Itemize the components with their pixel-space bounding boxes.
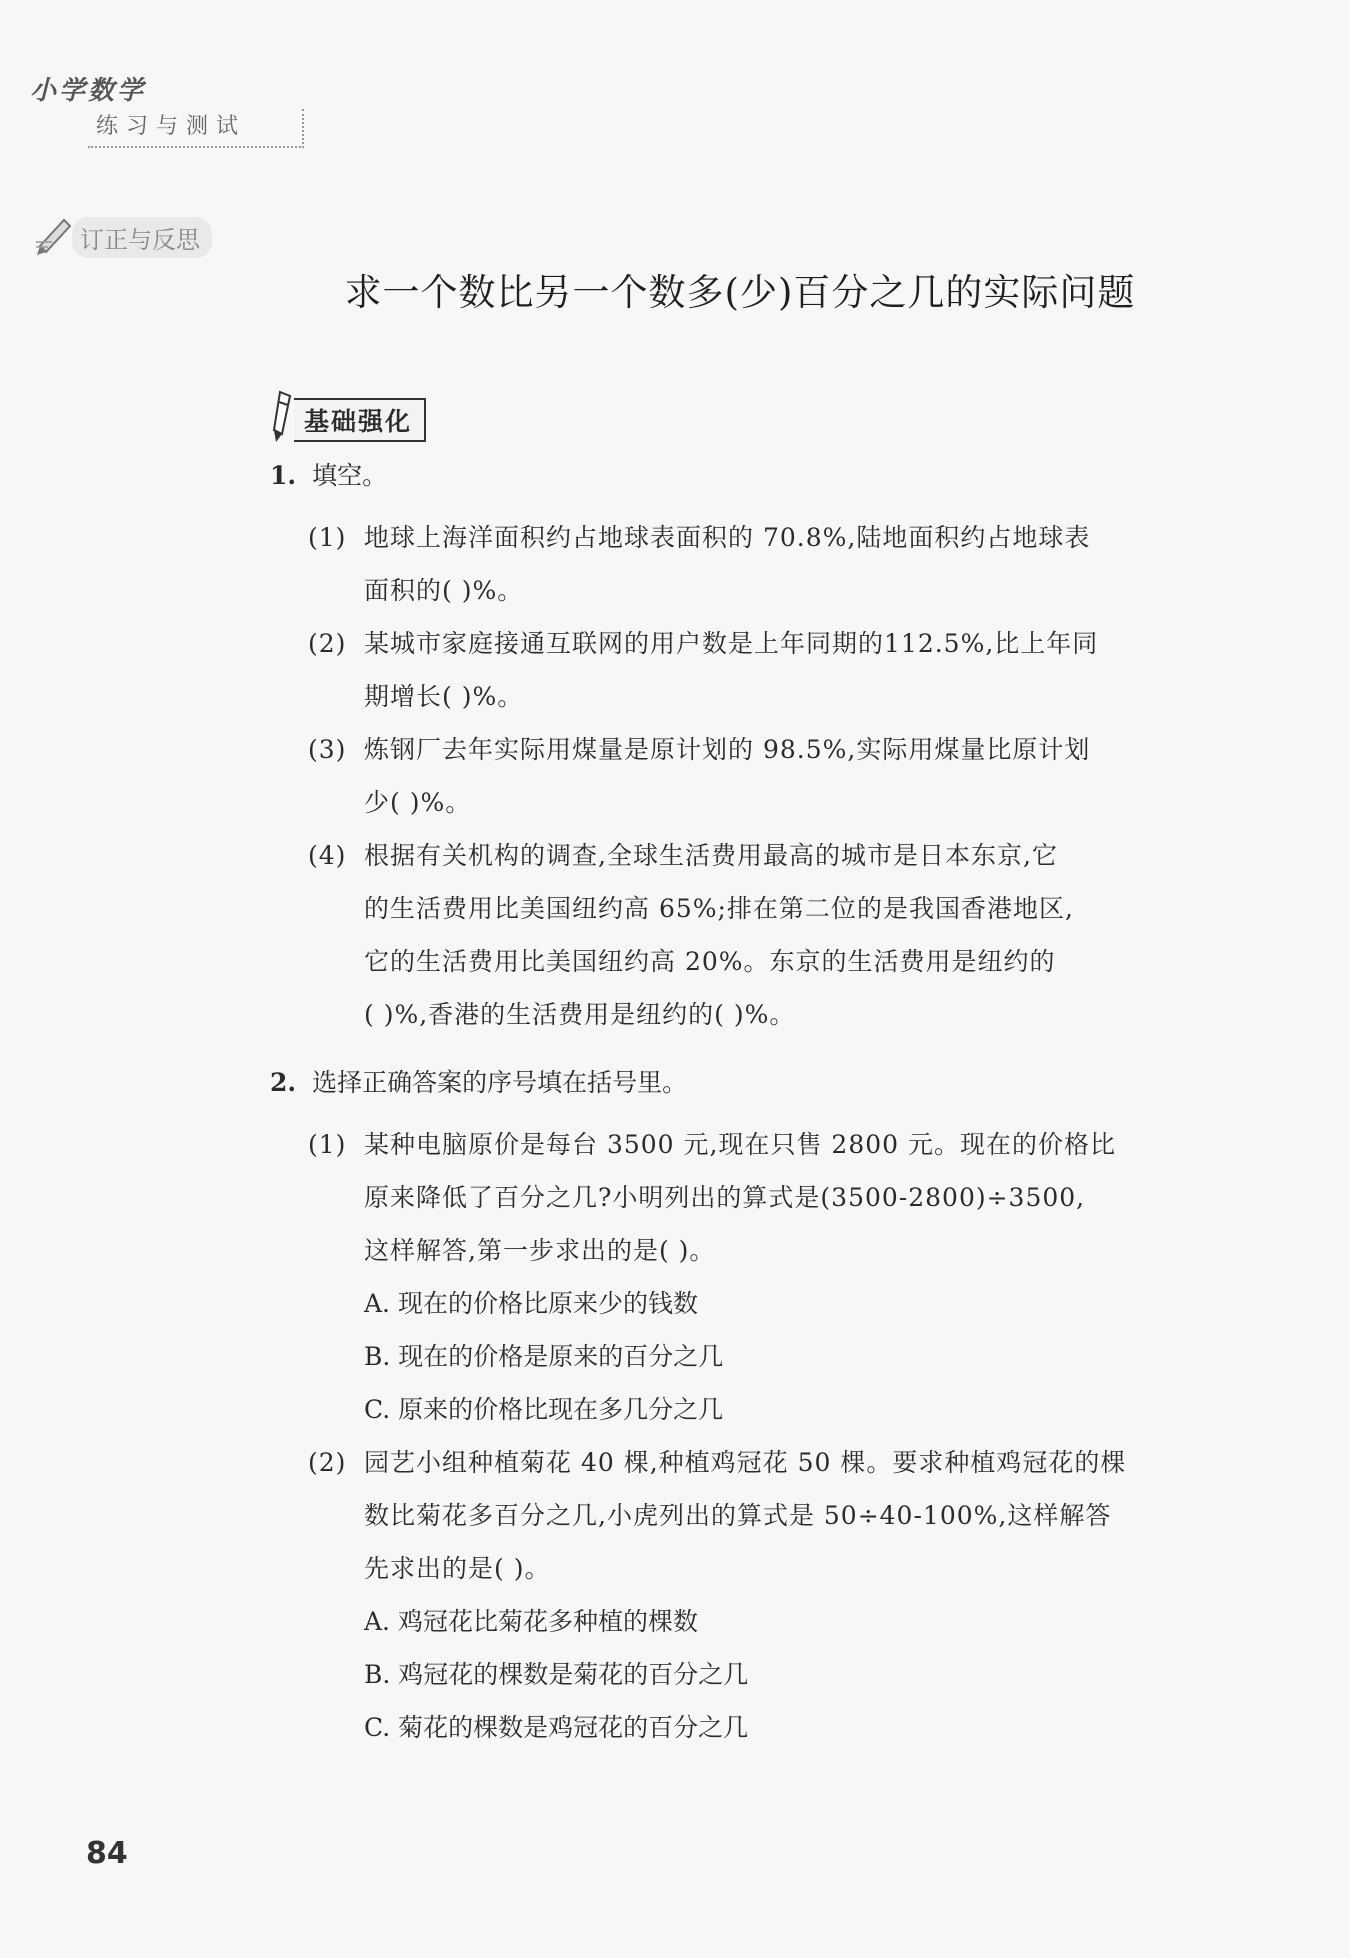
q2-1-option-a: A. 现在的价格比原来少的钱数 [364, 1289, 698, 1318]
section-heading [270, 390, 426, 450]
q2-2-option-b: B. 鸡冠花的棵数是菊花的百分之几 [364, 1660, 749, 1689]
book-brand [30, 70, 304, 148]
section-label: 基础强化 [294, 398, 426, 442]
q1-item-1: (1) 地球上海洋面积约占地球表面积的 70.8%,陆地面积约占地球表 面积的( )%。 [308, 523, 1091, 605]
pencil-icon [270, 390, 296, 450]
brand-title: 小学数学 [30, 76, 147, 106]
q1-item-4: (4) 根据有关机构的调查,全球生活费用最高的城市是日本东京,它 的生活费用比美国纽约高 65%;排在第二位的是我国香港地区, 它的生活费用比美国纽约高 20%。东京的生活费用是纽约的 ( )%,香港的生活费用是纽约的( )%。 [308, 841, 1074, 1029]
q2-item-2: (2) 园艺小组种植菊花 40 棵,种植鸡冠花 50 棵。要求种植鸡冠花的棵 数比菊花多百分之几,小虎列出的算式是 50÷40-100%,这样解答 先求出的是( )。 [308, 1448, 1127, 1583]
question-1-heading [270, 458, 1220, 494]
question-prompt: 选择正确答案的序号填在括号里。 [312, 1068, 688, 1097]
q1-item-2: (2) 某城市家庭接通互联网的用户数是上年同期的112.5%,比上年同 期增长( )%。 [308, 629, 1099, 711]
q2-2-option-a: A. 鸡冠花比菊花多种植的棵数 [364, 1607, 698, 1636]
exercise-content [270, 458, 1220, 1754]
q2-item-1: (1) 某种电脑原价是每台 3500 元,现在只售 2800 元。现在的价格比 原来降低了百分之几?小明列出的算式是(3500-2800)÷3500, 这样解答,第一步求出的是( )。 [308, 1130, 1116, 1265]
question-prompt: 填空。 [312, 461, 388, 490]
page-number: 84 [86, 1836, 128, 1871]
review-margin-note [34, 212, 212, 262]
q2-1-option-b: B. 现在的价格是原来的百分之几 [364, 1342, 724, 1371]
review-label: 订正与反思 [72, 217, 212, 258]
brand-subtitle: 练习与测试 [88, 109, 304, 148]
q1-item-3: (3) 炼钢厂去年实际用煤量是原计划的 98.5%,实际用煤量比原计划 少( )%。 [308, 735, 1091, 817]
page-title: 求一个数比另一个数多(少)百分之几的实际问题 [344, 271, 1136, 314]
question-number: 1. [270, 461, 297, 490]
question-2-heading [270, 1065, 1220, 1101]
q2-2-option-c: C. 菊花的棵数是鸡冠花的百分之几 [364, 1713, 749, 1742]
q2-1-option-c: C. 原来的价格比现在多几分之几 [364, 1395, 724, 1424]
question-number: 2. [270, 1068, 297, 1097]
